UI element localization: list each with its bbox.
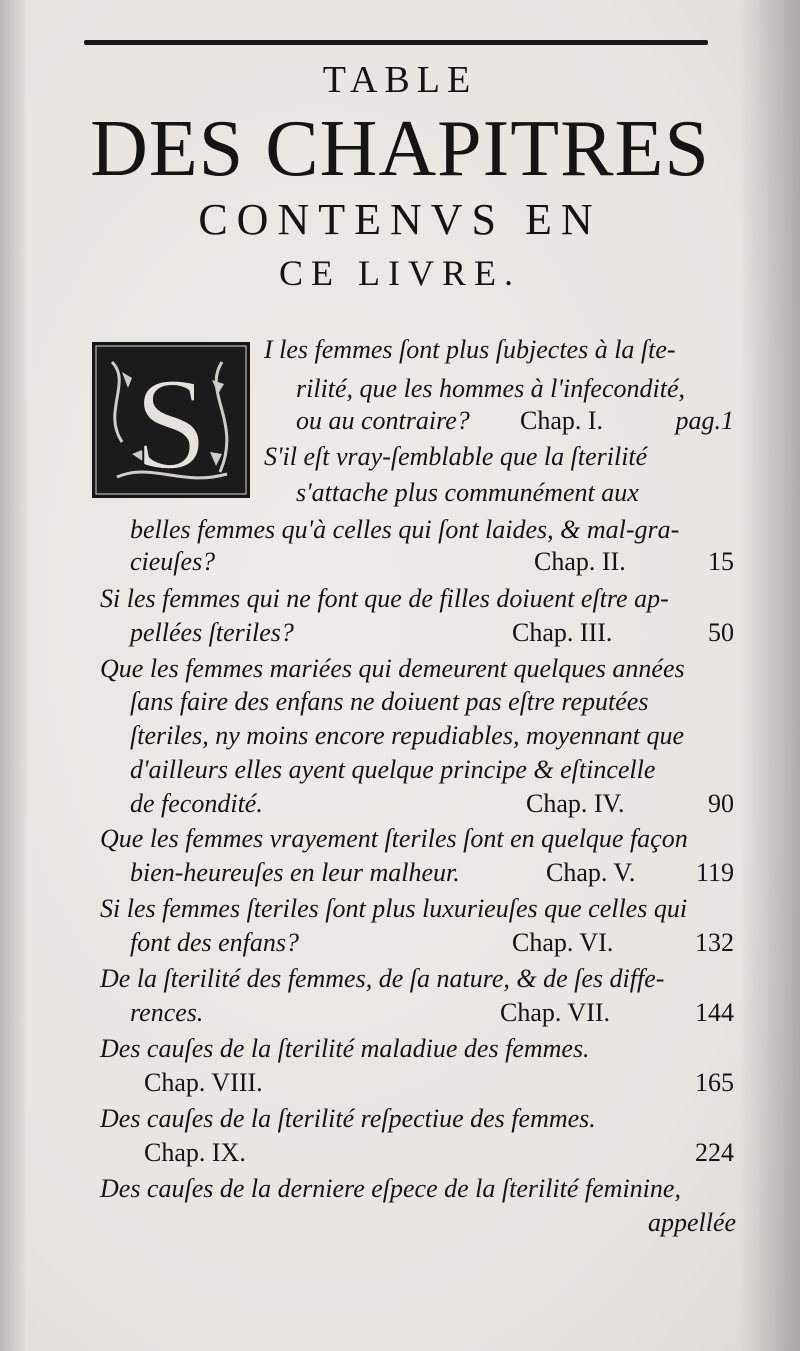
header-rule (84, 40, 708, 45)
entry-3-line-1: Si les femmes qui ne font que de filles doiuent eſtre ap- (100, 584, 669, 613)
entry-8-page: 165 (695, 1068, 734, 1097)
entry-5-line-1: Que les femmes vrayement ſteriles ſont en quelque façon (100, 824, 688, 853)
entry-8-chapter: Chap. VIII. (144, 1068, 263, 1097)
entry-9-page: 224 (695, 1138, 734, 1167)
entry-4-line-4: d'ailleurs elles ayent quelque principe & eſtincelle (130, 755, 656, 784)
entry-2-line-4: cieuſes? (130, 547, 216, 576)
entry-4-line-3: ſteriles, ny moins encore repudiables, moyennant que (130, 721, 685, 750)
entry-2-line-1: S'il eſt vray-ſemblable que la ſterilité (264, 442, 648, 471)
entry-2-page: 15 (708, 547, 734, 576)
entry-1-line-1: I les femmes ſont plus ſubjectes à la ſte- (264, 335, 676, 364)
entry-4-line-1: Que les femmes mariées qui demeurent quelques années (100, 654, 685, 683)
entry-7-line-2: rences. (130, 998, 204, 1027)
entry-6-line-2: font des enfans? (130, 928, 299, 957)
initial-letter: S (134, 350, 208, 497)
entry-3-page: 50 (708, 618, 734, 647)
entry-9-line-1: Des cauſes de la ſterilité reſpectiue des femmes. (100, 1104, 596, 1133)
entry-2-line-2: s'attache plus communément aux (296, 478, 639, 507)
entry-7-line-1: De la ſterilité des femmes, de ſa nature, & de ſes diffe- (100, 964, 665, 993)
entry-2-line-3: belles femmes qu'à celles qui ſont laides, & mal-gra- (130, 515, 680, 544)
decorated-initial (92, 342, 250, 498)
entry-7-page: 144 (695, 998, 734, 1027)
catchword: appellée (648, 1208, 737, 1237)
entry-7-chapter: Chap. VII. (500, 998, 611, 1027)
entry-6-line-1: Si les femmes ſteriles ſont plus luxurieuſes que celles qui (100, 894, 688, 923)
entry-1-line-2: rilité, que les hommes à l'infecondité, (296, 374, 685, 403)
entry-3-chapter: Chap. III. (512, 618, 613, 647)
entry-2-chapter: Chap. II. (534, 547, 626, 576)
entry-1-chapter: Chap. I. (520, 406, 604, 435)
entry-8-line-1: Des cauſes de la ſterilité maladiue des femmes. (100, 1034, 590, 1063)
entry-5-page: 119 (695, 858, 734, 887)
entry-10-line-1: Des cauſes de la derniere eſpece de la ſterilité feminine, (100, 1174, 681, 1203)
entry-1-page: pag.1 (675, 406, 734, 435)
entry-4-chapter: Chap. IV. (526, 789, 625, 818)
entry-3-line-2: pellées ſteriles? (130, 618, 294, 647)
entry-4-line-5: de fecondité. (130, 789, 263, 818)
entry-9-chapter: Chap. IX. (144, 1138, 246, 1167)
entry-5-line-2: bien-heureuſes en leur malheur. (130, 858, 460, 887)
title-ce-livre: CE LIVRE. (279, 253, 521, 293)
title-contenus-en: CONTENVS EN (198, 195, 602, 244)
entry-6-chapter: Chap. VI. (512, 928, 614, 957)
title-des-chapitres: DES CHAPITRES (90, 105, 710, 193)
title-table: TABLE (322, 59, 478, 101)
entry-4-line-2: ſans faire des enfans ne doiuent pas eſtre reputées (130, 687, 649, 716)
entry-5-chapter: Chap. V. (546, 858, 636, 887)
entry-4-page: 90 (708, 789, 734, 818)
entry-1-line-3: ou au contraire? (296, 406, 470, 435)
entry-6-page: 132 (695, 928, 734, 957)
